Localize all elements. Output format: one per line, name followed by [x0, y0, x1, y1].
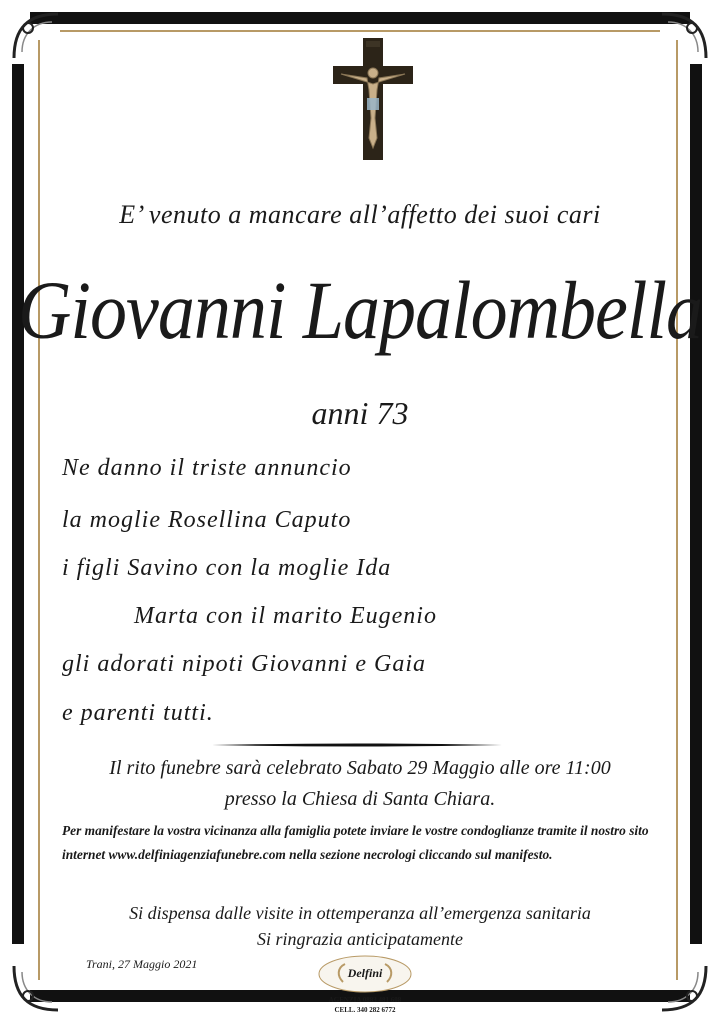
logo-name: Delfini [347, 966, 383, 980]
corner-ornament-icon [656, 960, 712, 1016]
border-left [12, 64, 24, 944]
deceased-name: Giovanni Lapalombella [17, 265, 703, 357]
family-line: Marta con il marito Eugenio [134, 603, 437, 629]
condolence-note: Per manifestare la vostra vicinanza alla famiglia potete inviare le vostre condoglianze tramite il nostro sito internet www.delfiniagenziafunebre.com nella sezione necrologi cliccando sul manifesto. [62, 823, 649, 862]
logo-phone-cell: CELL. 340 282 6772 [334, 1006, 396, 1014]
corner-ornament-icon [8, 8, 64, 64]
funeral-info: Il rito funebre sarà celebrato Sabato 29 Maggio alle ore 11:00 [109, 757, 611, 779]
corner-ornament-icon [8, 960, 64, 1016]
family-line: e parenti tutti. [62, 700, 214, 726]
intro-text: E’ venuto a mancare all’affetto dei suoi cari [119, 200, 601, 229]
border-right [690, 64, 702, 944]
gold-line-top [60, 30, 660, 32]
crucifix-icon [333, 38, 413, 160]
thanks-text: Si ringrazia anticipatamente [257, 929, 463, 949]
gold-line-left [38, 40, 40, 980]
family-line: Ne danno il triste annuncio [62, 455, 352, 481]
border-top [30, 12, 690, 24]
divider [212, 743, 502, 747]
place-date: Trani, 27 Maggio 2021 [86, 957, 198, 971]
funeral-location: presso la Chiesa di Santa Chiara. [224, 788, 496, 810]
family-line: i figli Savino con la moglie Ida [62, 555, 392, 581]
dispense-text: Si dispensa dalle visite in ottemperanza all’emergenza sanitaria [129, 903, 591, 923]
family-line: gli adorati nipoti Giovanni e Gaia [62, 651, 426, 677]
agency-logo [317, 954, 413, 1024]
corner-ornament-icon [656, 8, 712, 64]
family-line: la moglie Rosellina Caputo [62, 507, 352, 533]
logo-phone-agency: AGENZIA 0883 481 608 [328, 996, 402, 1004]
deceased-age: anni 73 [311, 395, 409, 431]
